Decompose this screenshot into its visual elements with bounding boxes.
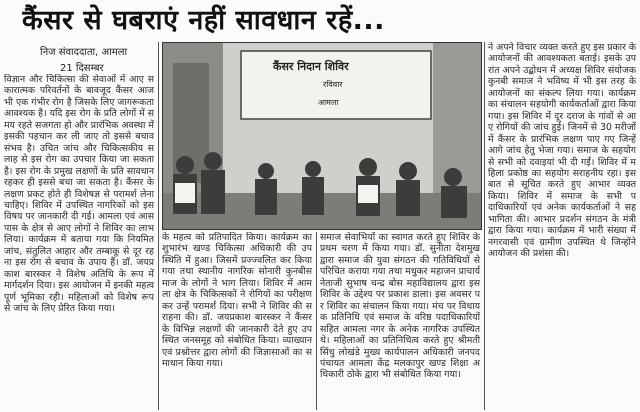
article-column-mid-right: समाज सेवाभियों का स्वागत करते हुए शिविर के प्रथम चरण में किया गया। डॉ. सुनीता देशमुख द्वारा समाज की युवा संगठन की गतिविधियों से परिचित कराया गया तथा मधुकर महाजन प्राचार्य नेताजी सुभाष चन्द्र बोस महाविद्यालय द्वारा इस शिविर के उद्देश्य पर प्रकाश डाला। इस अवसर पर शिविर का संचालन किया गया। मंच पर विधायक प्रतिनिधि एवं समाज के वरिष्ठ पदाधिकारियों सहित आमला नगर के अनेक नागरिक उपस्थित थे। महिलाओं का प्रतिनिधित्व करते हुए श्रीमती सिंधु लोखंडे मुख्य कार्यपालन अधिकारी जनपद पंचायत आमला केंद्र मलकापुर खण्ड शिक्षा अधिकारी ठोके द्वारा भी संबोधित किया गया। <box>320 232 480 381</box>
column-divider <box>484 42 485 410</box>
column-divider <box>316 232 317 410</box>
event-photo <box>162 42 482 230</box>
dateline: 21 दिसम्बर <box>60 63 104 74</box>
banner-title: कैंसर निदान शिविर <box>273 60 349 73</box>
byline: निज संवाददाता, आमला <box>40 47 128 58</box>
headline: कैंसर से घबराएं नहीं सावधान रहें... <box>22 5 385 36</box>
article-column-left: विज्ञान और चिकित्सा की सेवाओं में आए सकारात्मक परिवर्तनों के बावजूद कैंसर आज भी एक गंभीर रोग है जिसके लिए जागरूकता आवश्यक है। यदि इस रोग के प्रति लोगों में समय रहते सजगता हो और प्रारंभिक अवस्था में इसकी पहचान कर ली जाए तो इससे बचाव संभव है। उचित जांच और चिकित्सकीय सलाह से इस रोग का उपचार किया जा सकता है। इस रोग के प्रमुख लक्षणों के प्रति सावधान रहकर ही इससे बचा जा सकता है। कैंसर के लक्षण प्रकट होते ही विशेषज्ञ से परामर्श लेना चाहिए। शिविर में उपस्थित नागरिकों को इस विषय पर जानकारी दी गई। आमला एवं आसपास के क्षेत्र से आए लोगों ने शिविर का लाभ लिया। कार्यक्रम में बताया गया कि नियमित जांच, संतुलित आहार और तम्बाकू से दूर रहना इस रोग से बचाव के उपाय हैं। डॉ. जयप्रकाश बारस्कर ने विशेष अतिथि के रूप में मार्गदर्शन दिया। इस आयोजन में इनकी महत्वपूर्ण भूमिका रही। महिलाओं को विशेष रूप से जांच के लिए प्रेरित किया गया। <box>4 74 154 315</box>
article-column-mid-left: के महत्व को प्रतिपादित किया। कार्यक्रम का शुभारंभ खण्ड चिकित्सा अधिकारी की उपस्थिति में हुआ। जिसमें प्रज्ज्वलित कर किया गया तथा स्थानीय नागरिक सोनारी कुनबीसमाज के लोगों ने भाग लिया। शिविर में आमला क्षेत्र के चिकित्सकों ने रोगियों का परीक्षण कर उन्हें परामर्श दिया। सभी ने शिविर की सराहना की। डॉ. जयप्रकाश बारस्कर ने कैंसर के विभिन्न लक्षणों की जानकारी देते हुए उपस्थित जनसमूह को संबोधित किया। व्याख्यान एवं प्रश्नोत्तर द्वारा लोगों की जिज्ञासाओं का समाधान किया गया। <box>162 232 312 369</box>
banner-location: आमला <box>318 98 339 107</box>
article-column-right: ने अपने विचार व्यक्त करते हुए इस प्रकार के आयोजनों की आवश्यकता बताई। इसके उपरांत अपने उद्बोधन में अध्यक्ष शिविर संयोजक कुनबी समाज ने भविष्य में भी इस तरह के आयोजनों का संकल्प लिया गया। कार्यक्रम का संचालन सहयोगी कार्यकर्ताओं द्वारा किया गया। इस शिविर में दूर दराज के गांवों से आए रोगियों की जांच हुई। जिनमें से 30 मरीजों में कैंसर के प्रारंभिक लक्षण पाए गए जिन्हें आगे जांच हेतु भेजा गया। समाज के सहयोग से सभी को दवाइयां भी दी गईं। शिविर में महिला प्रकोष्ठ का सहयोग सराहनीय रहा। इस बात से सूचित करते हुए आभार व्यक्त किया। शिविर में समाज के सभी पदाधिकारियों एवं अनेक कार्यकर्ताओं ने सहभागिता की। आभार प्रदर्शन संगठन के मंत्री द्वारा किया गया। कार्यक्रम में भारी संख्या में नगरवासी एवं ग्रामीण उपस्थित थे जिन्होंने आयोजन की प्रशंसा की। <box>488 42 636 260</box>
banner-subtitle: रविवार <box>323 80 343 89</box>
column-divider <box>158 42 159 410</box>
